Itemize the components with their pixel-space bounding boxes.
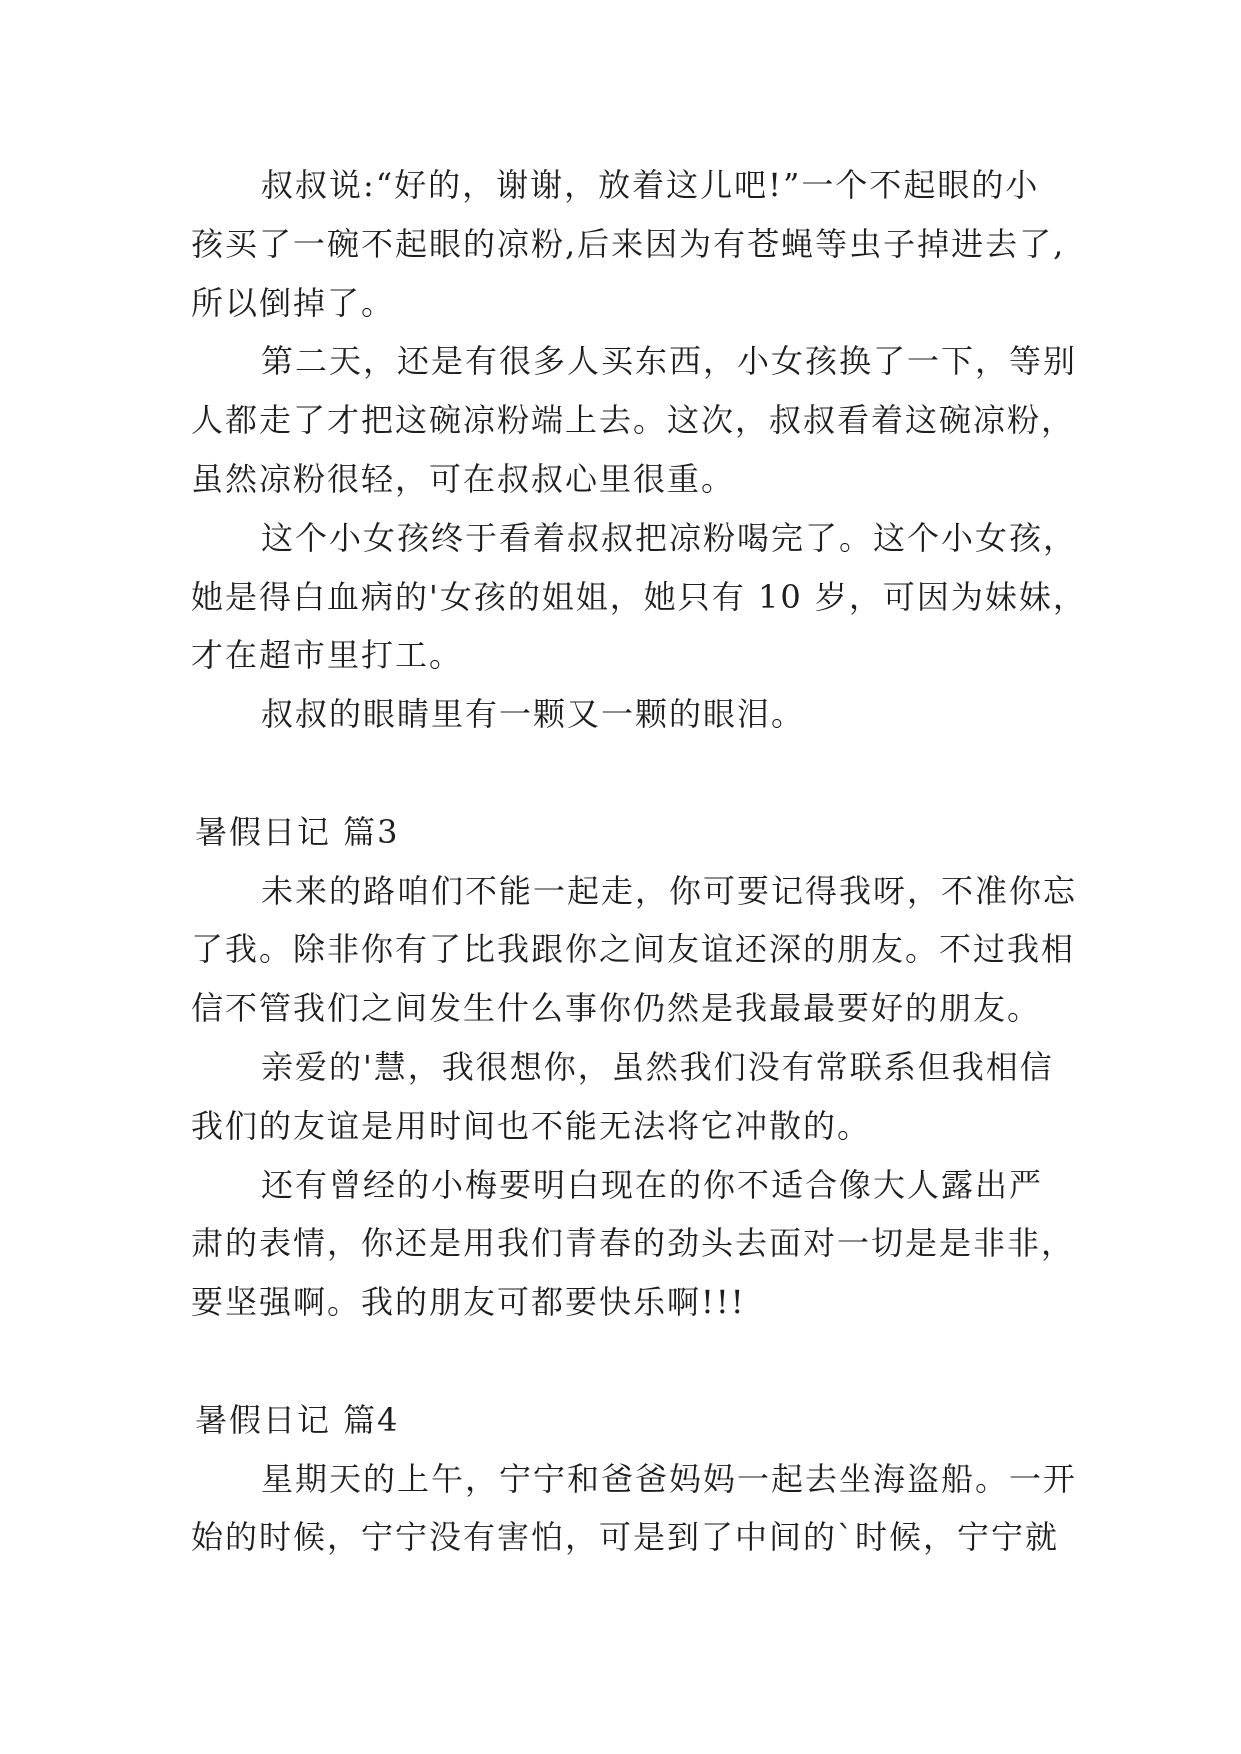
text-line: 第二天，还是有很多人买东西，小女孩换了一下，等别 [261, 342, 1078, 381]
paragraph [191, 862, 1241, 1038]
text-line: 未来的路咱们不能一起走，你可要记得我呀，不准你忘 [261, 871, 1078, 910]
paragraph [191, 1156, 1241, 1332]
paragraph [191, 509, 1241, 685]
paragraph [191, 1038, 1241, 1156]
text-line: 她是得白血病的'女孩的姐姐，她只有 10 岁，可因为妹妹， [191, 577, 1087, 616]
text-line: 了我。除非你有了比我跟你之间友谊还深的朋友。不过我相 [191, 930, 1076, 969]
text-line: 才在超市里打工。 [191, 636, 464, 675]
text-line: 肃的表情，你还是用我们青春的劲头去面对一切是是非非， [191, 1224, 1076, 1263]
text-line: 虽然凉粉很轻，可在叔叔心里很重。 [191, 459, 736, 498]
paragraph [191, 332, 1241, 508]
paragraph [191, 1450, 1241, 1568]
paragraph [191, 156, 1241, 332]
text-line: 亲爱的'慧，我很想你，虽然我们没有常联系但我相信 [261, 1047, 1054, 1086]
text-line: 叔叔的眼睛里有一颗又一颗的眼泪。 [261, 695, 806, 734]
text-line: 要坚强啊。我的朋友可都要快乐啊!!! [191, 1283, 746, 1322]
entry-title: 暑假日记 篇4 [195, 1400, 400, 1439]
paragraph [191, 685, 1241, 744]
text-line: 星期天的上午，宁宁和爸爸妈妈一起去坐海盗船。一开 [261, 1459, 1078, 1498]
text-line: 这个小女孩终于看着叔叔把凉粉喝完了。这个小女孩， [261, 518, 1078, 557]
entry-title: 暑假日记 篇3 [195, 812, 400, 851]
text-line: 人都走了才把这碗凉粉端上去。这次，叔叔看着这碗凉粉， [191, 401, 1076, 440]
text-line: 还有曾经的小梅要明白现在的你不适合像大人露出严 [261, 1165, 1044, 1204]
text-line: 始的时候，宁宁没有害怕，可是到了中间的`时候，宁宁就 [191, 1518, 1060, 1557]
text-line: 所以倒掉了。 [191, 283, 396, 322]
text-line: 叔叔说:“好的，谢谢，放着这儿吧!”一个不起眼的小 [261, 166, 1040, 204]
text-line: 信不管我们之间发生什么事你仍然是我最最要好的朋友。 [191, 989, 1042, 1028]
text-line: 孩买了一碗不起眼的凉粉,后来因为有苍蝇等虫子掉进去了, [191, 224, 1066, 263]
text-line: 我们的友谊是用时间也不能无法将它冲散的。 [191, 1106, 872, 1145]
